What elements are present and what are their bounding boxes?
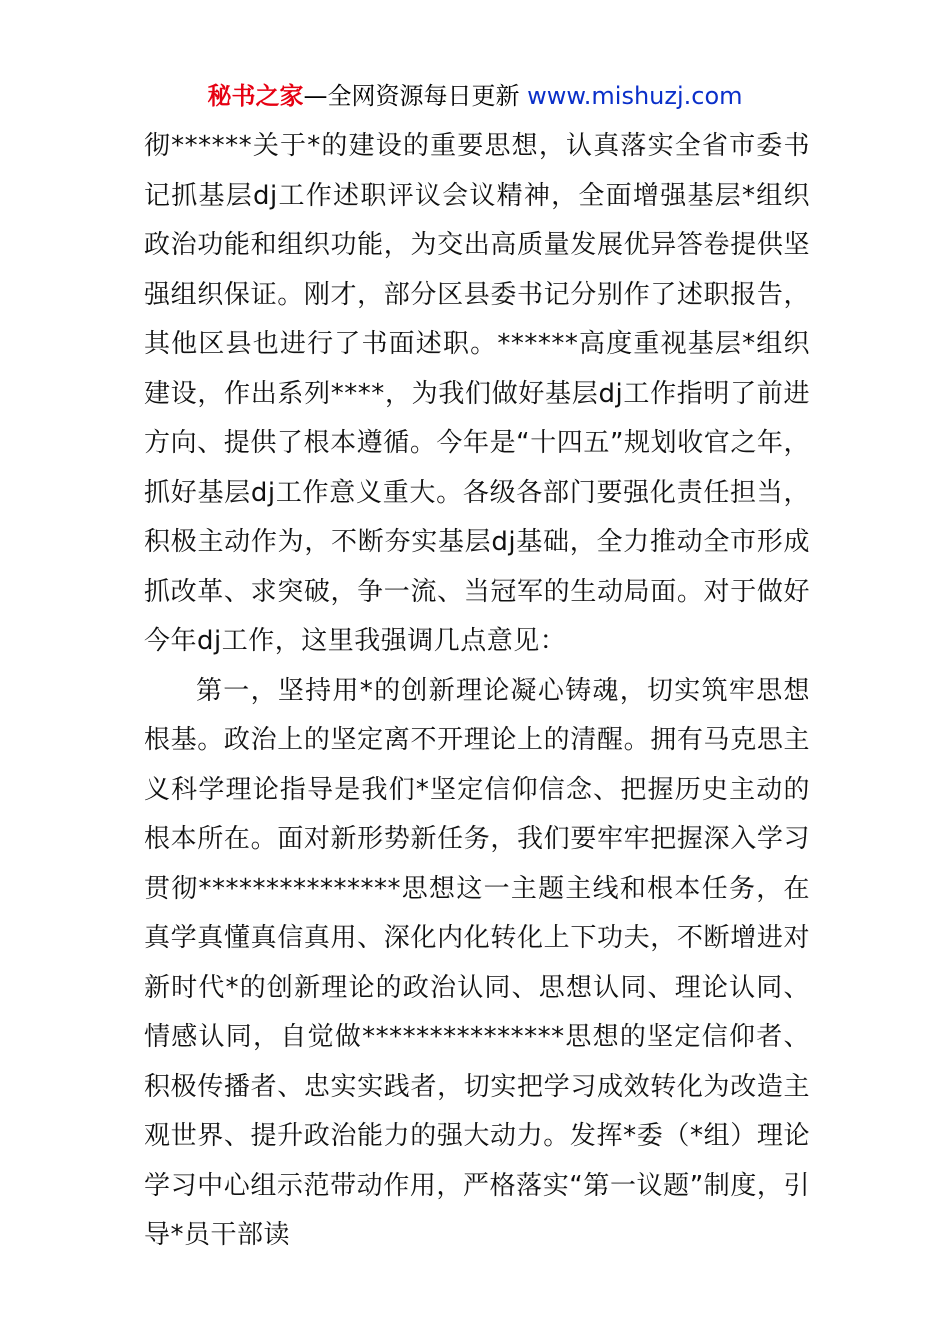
site-url-link[interactable]: www.mishuzj.com (527, 82, 743, 110)
brand-name: 秘书之家 (207, 82, 304, 110)
site-tagline: —全网资源每日更新 (303, 82, 520, 110)
paragraph-first-point: 第一，坚持用*的创新理论凝心铸魂，切实筑牢思想根基。政治上的坚定离不开理论上的清醒。拥有马克思主义科学理论指导是我们*坚定信仰信念、把握历史主动的根本所在。面对新形势新任务，我们要牢牢把握深入学习贯彻***************思想这一主题主线和根本任务，在真学真懂真信真用、深化内化转化上下功夫，不断增进对新时代*的创新理论的政治认同、思想认同、理论认同、情感认同，自觉做***************思想的坚定信仰者、积极传播者、忠实实践者，切实把学习成效转化为改造主观世界、提升政治能力的强大动力。发挥*委（*组）理论学习中心组示范带动作用，严格落实“第一议题”制度，引导*员干部读 (144, 675, 810, 1250)
paragraph-intro: 彻******关于*的建设的重要思想，认真落实全省市委书记抓基层dj工作述职评议会议精神，全面增强基层*组织政治功能和组织功能，为交出高质量发展优异答卷提供坚强组织保证。刚才，部分区县委书记分别作了述职报告，其他区县也进行了书面述职。******高度重视基层*组织建设，作出系列****，为我们做好基层dj工作指明了前进方向、提供了根本遵循。今年是“十四五”规划收官之年，抓好基层dj工作意义重大。各级各部门要强化责任担当，积极主动作为，不断夯实基层dj基础，全力推动全市形成抓改革、求突破，争一流、当冠军的生动局面。对于做好今年dj工作，这里我强调几点意见： (144, 131, 810, 656)
site-header (0, 80, 950, 112)
document-body (144, 122, 810, 1261)
